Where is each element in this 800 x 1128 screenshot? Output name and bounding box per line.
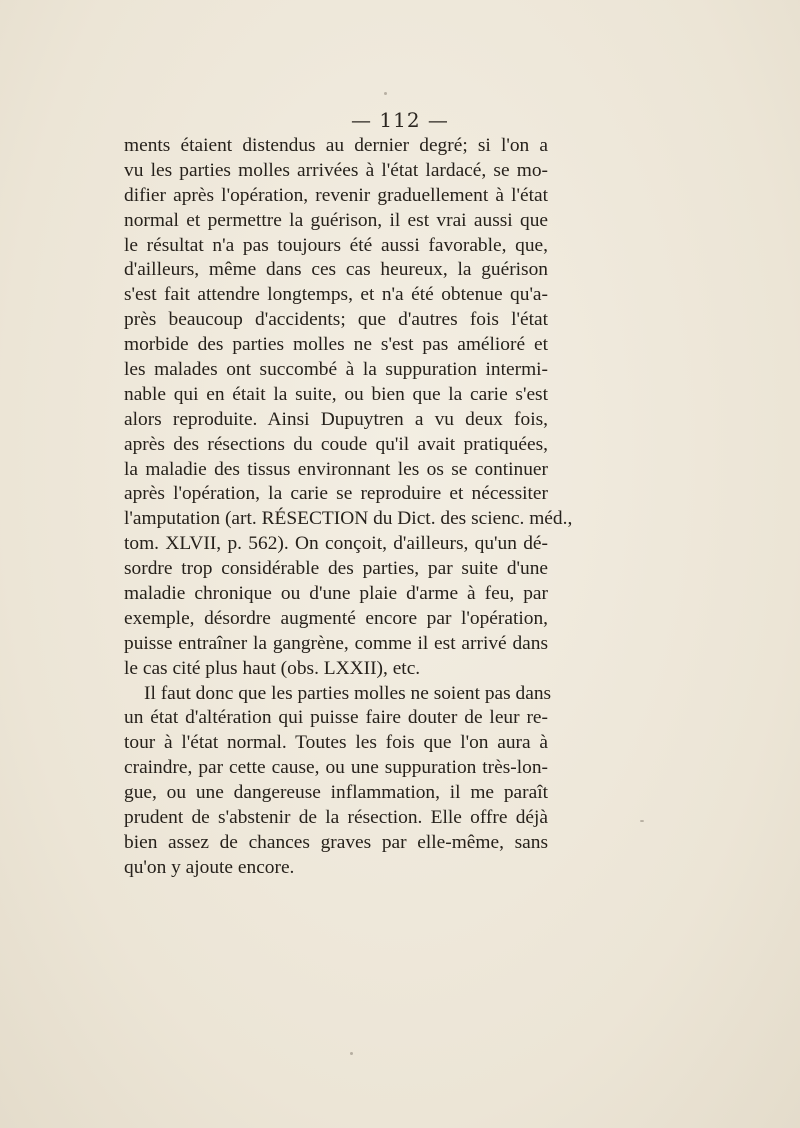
text-line: la maladie des tissus environnant les os se continuer: [124, 458, 548, 480]
text-line: maladie chronique ou d'une plaie d'arme à feu, par: [124, 583, 548, 605]
text-line: après l'opération, la carie se reproduire et nécessiter: [124, 483, 548, 505]
text-line: l'amputation (art. RÉSECTION du Dict. des scienc. méd.,: [124, 508, 573, 530]
text-line: après des résections du coude qu'il avait pratiquées,: [124, 433, 548, 455]
text-line: normal et permettre la guérison, il est vrai aussi que: [124, 209, 548, 231]
body-text: [124, 134, 573, 881]
text-line: sordre trop considérable des parties, par suite d'une: [124, 558, 548, 580]
paper-speck: [640, 820, 644, 822]
text-line: craindre, par cette cause, ou une suppuration très-lon-: [124, 757, 548, 779]
page-number: — 112 —: [351, 108, 449, 132]
text-line: morbide des parties molles ne s'est pas amélioré et: [124, 334, 548, 356]
text-line: un état d'altération qui puisse faire douter de leur re-: [124, 707, 548, 729]
text-line: ments étaient distendus au dernier degré; si l'on a: [124, 135, 548, 156]
text-line: Il faut donc que les parties molles ne soient pas dans: [144, 682, 552, 704]
paper-speck: [384, 92, 387, 95]
text-line: s'est fait attendre longtemps, et n'a été obtenue qu'a-: [124, 284, 548, 306]
text-line: qu'on y ajoute encore.: [124, 856, 295, 878]
text-line: d'ailleurs, même dans ces cas heureux, la guérison: [124, 259, 548, 281]
text-line: gue, ou une dangereuse inflammation, il me paraît: [124, 782, 548, 804]
text-line: exemple, désordre augmenté encore par l'opération,: [124, 607, 548, 629]
text-line: puisse entraîner la gangrène, comme il est arrivé dans: [124, 632, 548, 654]
text-line: alors reproduite. Ainsi Dupuytren a vu deux fois,: [124, 408, 548, 430]
text-line: les malades ont succombé à la suppuration intermi-: [124, 359, 548, 381]
text-line: le cas cité plus haut (obs. LXXII), etc.: [124, 657, 421, 679]
text-line: prudent de s'abstenir de la résection. Elle offre déjà: [124, 807, 548, 829]
text-line: tom. XLVII, p. 562). On conçoit, d'ailleurs, qu'un dé-: [124, 533, 548, 555]
text-line: difier après l'opération, revenir graduellement à l'état: [124, 184, 548, 206]
text-line: vu les parties molles arrivées à l'état lardacé, se mo-: [124, 159, 548, 181]
text-line: bien assez de chances graves par elle-même, sans: [124, 831, 548, 853]
text-line: tour à l'état normal. Toutes les fois que l'on aura à: [124, 732, 548, 754]
text-line: le résultat n'a pas toujours été aussi favorable, que,: [124, 234, 548, 256]
text-line: près beaucoup d'accidents; que d'autres fois l'état: [124, 309, 548, 331]
text-line: nable qui en était la suite, ou bien que la carie s'est: [124, 383, 548, 405]
paper-speck: [350, 1052, 353, 1055]
